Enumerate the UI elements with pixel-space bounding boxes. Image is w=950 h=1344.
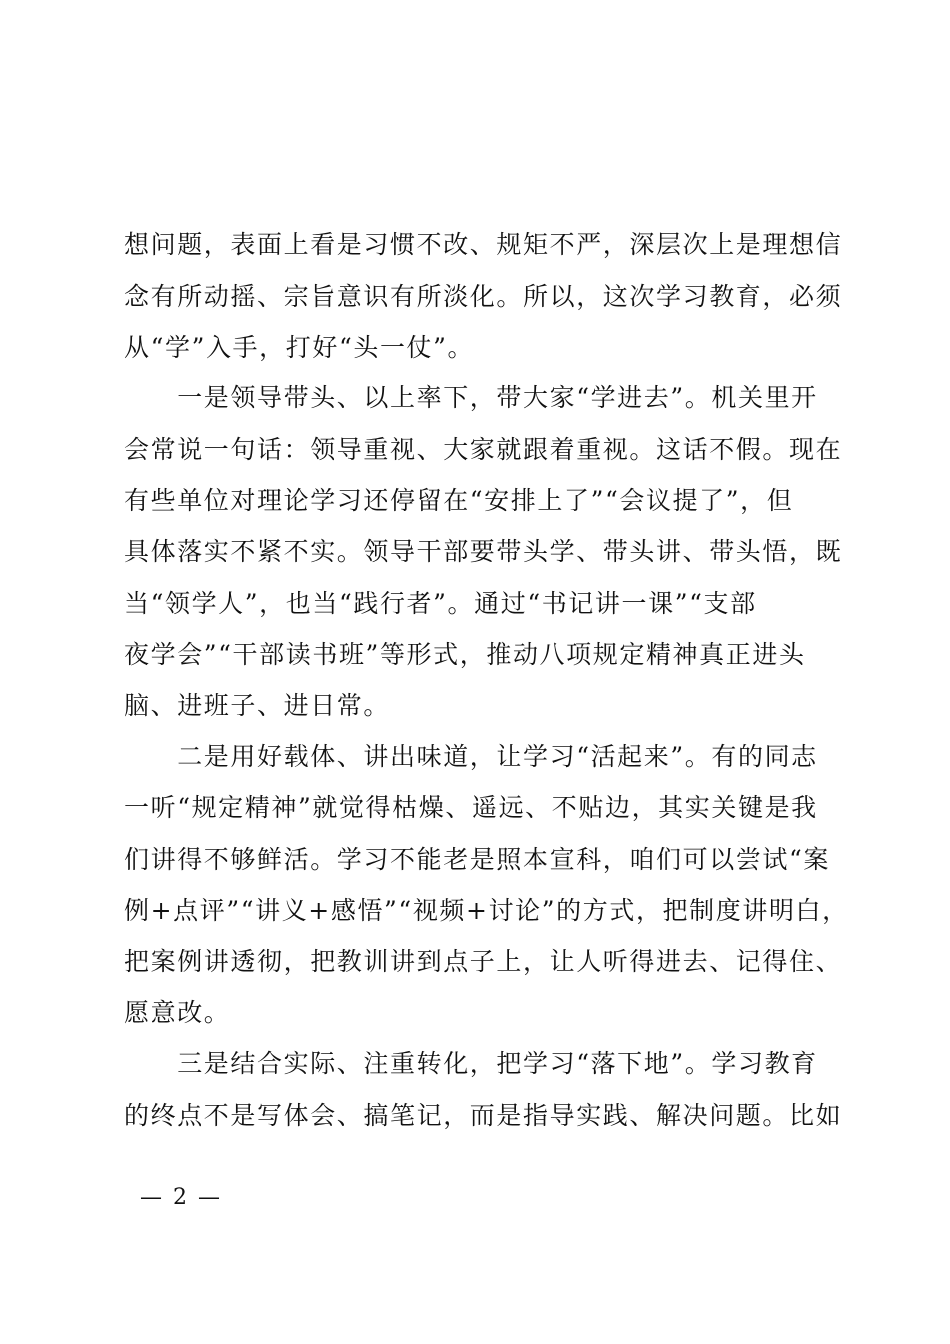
text-line: 脑、进班子、进日常。 [124,691,391,720]
text-line: 想问题，表面上看是习惯不改、规矩不严，深层次上是理想信 [124,230,843,259]
text-line: 会常说一句话：领导重视、大家就跟着重视。这话不假。现在 [124,435,843,464]
text-line: 有些单位对理论学习还停留在“安排上了”“会议提了”，但 [124,486,794,515]
text-line: 夜学会”“干部读书班”等形式，推动八项规定精神真正进头 [124,640,806,669]
text-line: 把案例讲透彻，把教训讲到点子上，让人听得进去、记得住、 [124,947,843,976]
text-line: 们讲得不够鲜活。学习不能老是照本宣科，咱们可以尝试“案 [124,845,830,874]
text-line: 当“领学人”，也当“践行者”。通过“书记讲一课”“支部 [124,589,757,618]
text-line: 念有所动摇、宗旨意识有所淡化。所以，这次学习教育，必须 [124,282,843,311]
text-line: 例+点评”“讲义+感悟”“视频+讨论”的方式，把制度讲明白， [124,896,849,925]
text-line: 一是领导带头、以上率下，带大家“学进去”。机关里开 [124,383,818,412]
text-line: 三是结合实际、注重转化，把学习“落下地”。学习教育 [124,1049,818,1078]
text-line: 的终点不是写体会、搞笔记，而是指导实践、解决问题。比如 [124,1101,843,1130]
text-line: 具体落实不紧不实。领导干部要带头学、带头讲、带头悟，既 [124,537,843,566]
text-line: 愿意改。 [124,998,231,1027]
text-line: 二是用好载体、讲出味道，让学习“活起来”。有的同志 [124,742,818,771]
text-line: 从“学”入手，打好“头一仗”。 [124,333,475,362]
text-line: 一听“规定精神”就觉得枯燥、遥远、不贴边，其实关键是我 [124,793,818,822]
page-number: — 2 — [140,1185,222,1210]
